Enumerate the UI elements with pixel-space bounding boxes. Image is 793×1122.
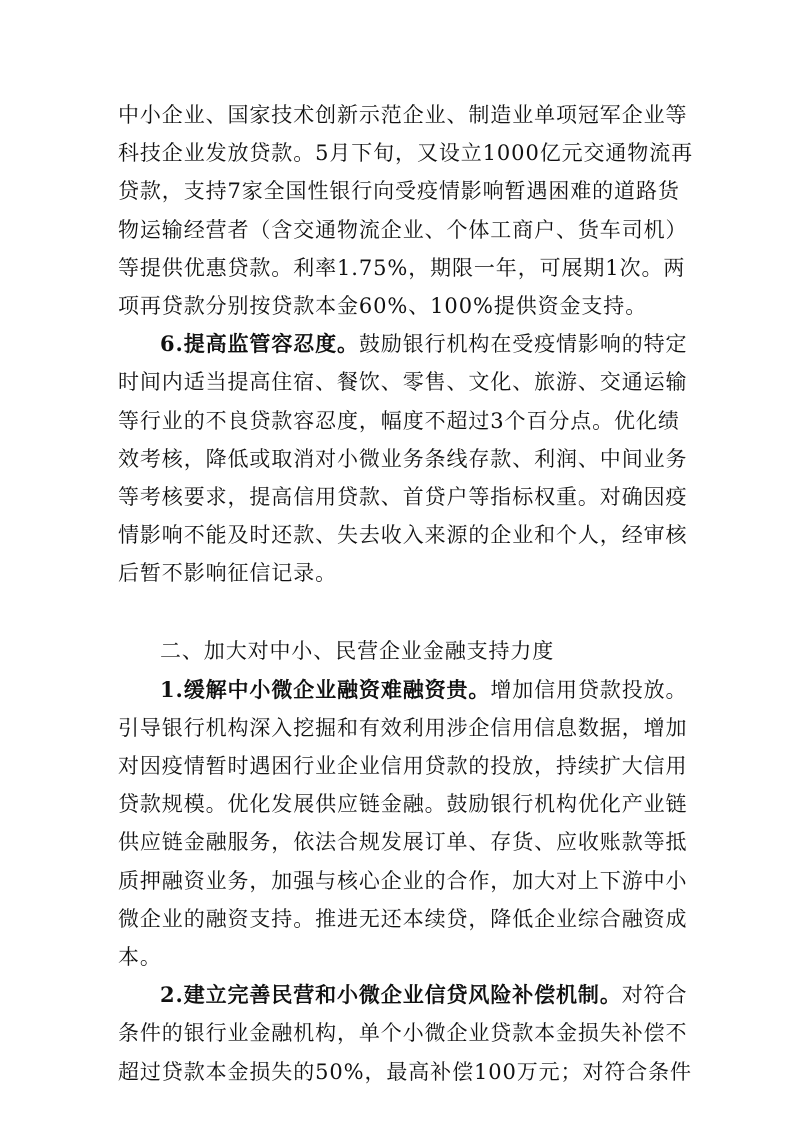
item-1-title: 1.缓解中小微企业融资难融资贵。 (160, 676, 491, 702)
text-line: 条件的银行业金融机构，单个小微企业贷款本金损失补偿不 (118, 1021, 688, 1046)
text-line: 等提供优惠贷款。利率1.75%，期限一年，可展期1次。两 (118, 255, 686, 280)
section-2-heading: 二、加大对中小、民营企业金融支持力度 (160, 639, 555, 664)
item-6-title: 6.提高监管容忍度。 (160, 331, 359, 357)
item-6-first-line (118, 325, 688, 363)
text-line: 等行业的不良贷款容忍度，幅度不超过3个百分点。优化绩 (118, 408, 680, 433)
text-line: 本。 (118, 944, 162, 969)
text-line: 后暂不影响征信记录。 (118, 561, 337, 586)
item-2-first-line (118, 976, 688, 1014)
text-line: 中小企业、国家技术创新示范企业、制造业单项冠军企业等 (118, 103, 688, 127)
text-line: 质押融资业务，加强与核心企业的合作，加大对上下游中小 (118, 868, 688, 893)
section-spacer (118, 592, 678, 632)
text-line: 微企业的融资支持。推进无还本续贷，降低企业综合融资成 (118, 906, 688, 931)
text-line: 贷款规模。优化发展供应链金融。鼓励银行机构优化产业链 (118, 792, 688, 817)
text-line: 项再贷款分别按贷款本金60%、100%提供资金支持。 (118, 293, 648, 318)
text-line: 时间内适当提高住宿、餐饮、零售、文化、旅游、交通运输 (118, 370, 688, 395)
text-line: 效考核，降低或取消对小微业务条线存款、利润、中间业务 (118, 446, 688, 471)
item-1-first-line-text: 增加信用贷款投放。 (490, 677, 688, 702)
text-line: 超过贷款本金损失的50%，最高补偿100万元；对符合条件 (118, 1059, 692, 1084)
text-line: 对因疫情暂时遇困行业企业信用贷款的投放，持续扩大信用 (118, 754, 688, 778)
text-line: 贷款，支持7家全国性银行向受疫情影响暂遇困难的道路货 (118, 179, 680, 204)
text-line: 引导银行机构深入挖掘和有效利用涉企信用信息数据，增加 (118, 715, 688, 740)
item-1-first-line (118, 671, 688, 709)
item-6-paragraph (118, 325, 688, 592)
text-line: 物运输经营者（含交通物流企业、个体工商户、货车司机） (118, 217, 688, 242)
text-line: 情影响不能及时还款、失去收入来源的企业和个人，经审核 (118, 523, 688, 548)
item-6-first-line-text: 鼓励银行机构在受疫情影响的特定 (358, 332, 688, 357)
item-2-first-line-text: 对符合 (621, 983, 688, 1008)
text-line: 科技企业发放贷款。5月下旬，又设立1000亿元交通物流再 (118, 141, 694, 166)
item-1-paragraph (118, 671, 688, 977)
item-2-paragraph (118, 976, 692, 1091)
document-page (118, 96, 694, 1091)
text-line: 供应链金融服务，依法合规发展订单、存货、应收账款等抵 (118, 830, 688, 855)
text-line: 等考核要求，提高信用贷款、首贷户等指标权重。对确因疫 (118, 484, 688, 509)
paragraph-continuation (118, 96, 694, 325)
item-2-title: 2.建立完善民营和小微企业信贷风险补偿机制。 (160, 982, 622, 1008)
